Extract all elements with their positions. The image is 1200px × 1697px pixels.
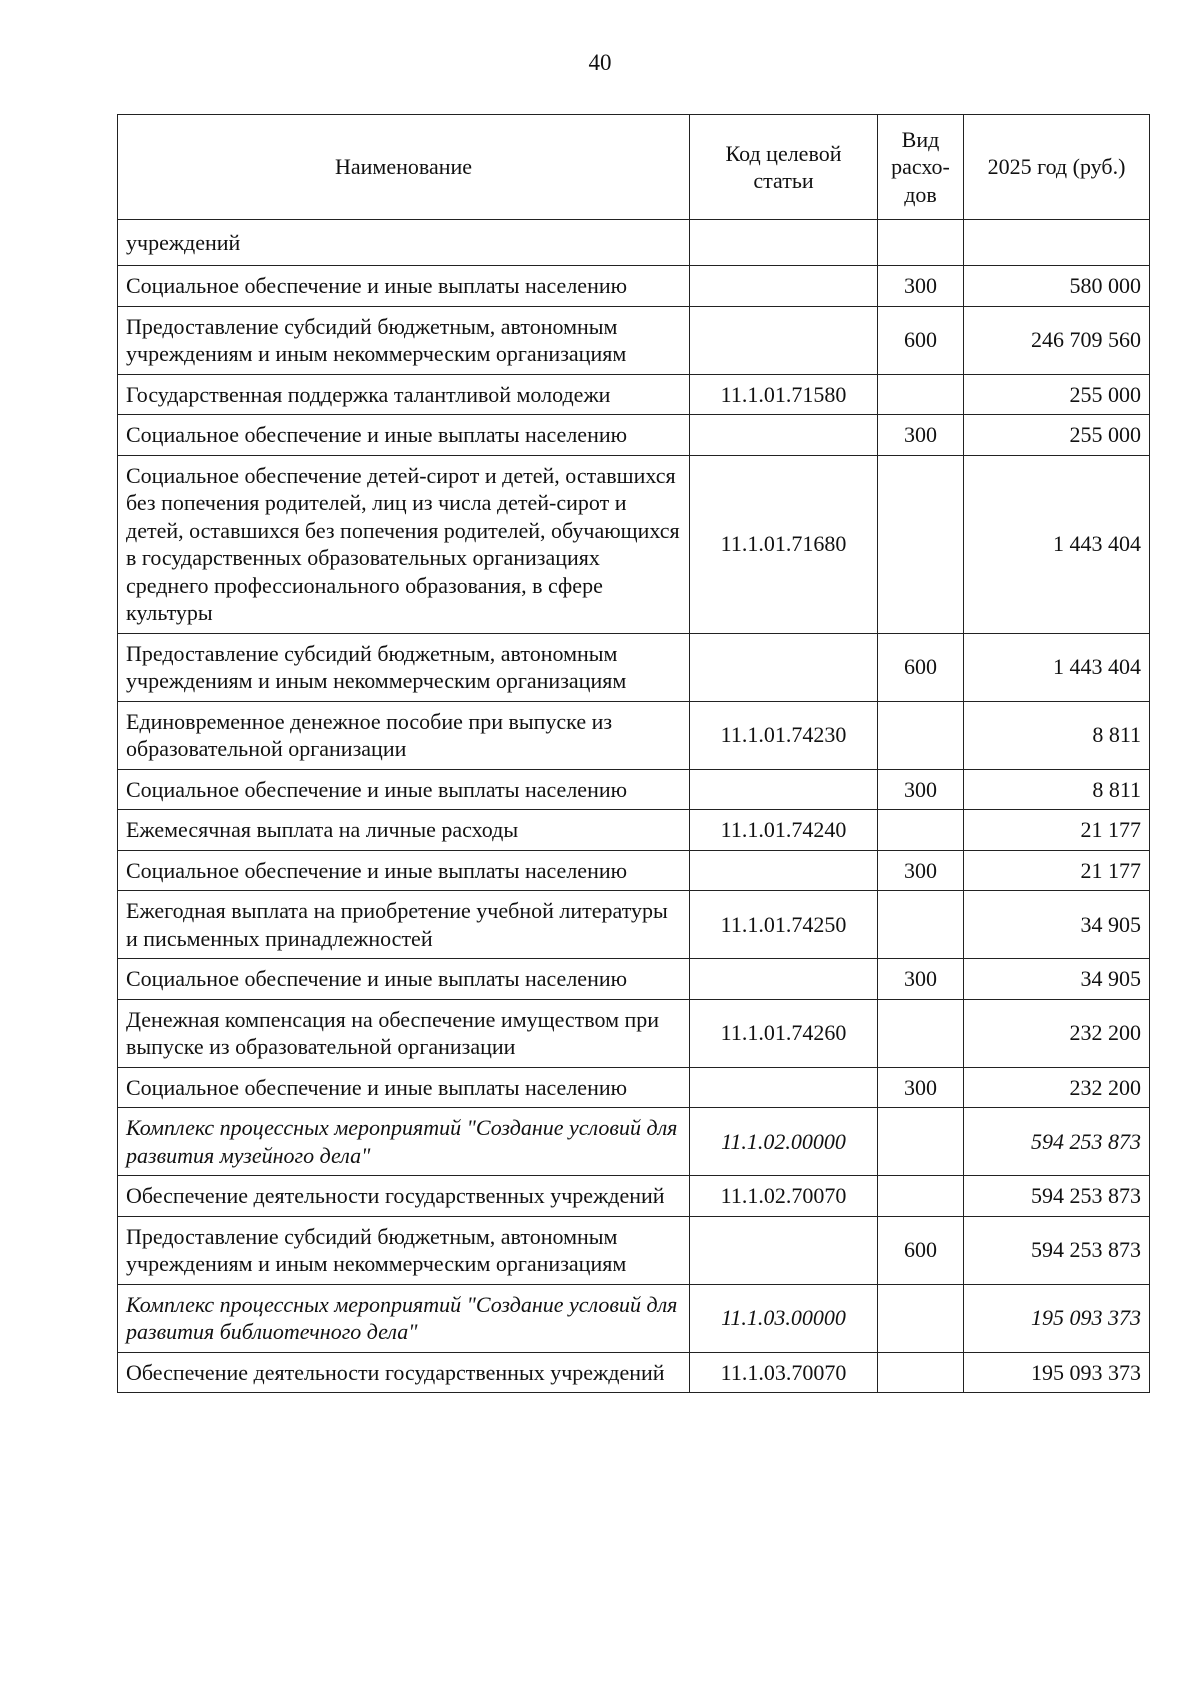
table-row <box>118 959 1150 1000</box>
row-code <box>690 769 878 810</box>
table-row <box>118 999 1150 1067</box>
row-code: 11.1.01.71680 <box>690 455 878 633</box>
budget-table <box>117 114 1150 1393</box>
row-amount: 8 811 <box>964 769 1150 810</box>
row-kind <box>878 374 964 415</box>
row-amount: 21 177 <box>964 810 1150 851</box>
row-name: Социальное обеспечение и иные выплаты населению <box>118 1067 690 1108</box>
row-kind: 300 <box>878 1067 964 1108</box>
table-row <box>118 1108 1150 1176</box>
row-amount: 1 443 404 <box>964 633 1150 701</box>
row-kind <box>878 1284 964 1352</box>
row-name: Предоставление субсидий бюджетным, автономным учреждениям и иным некоммерческим организациям <box>118 306 690 374</box>
row-name: Ежемесячная выплата на личные расходы <box>118 810 690 851</box>
row-kind <box>878 1176 964 1217</box>
row-name: Предоставление субсидий бюджетным, автономным учреждениям и иным некоммерческим организациям <box>118 633 690 701</box>
table-row <box>118 1176 1150 1217</box>
row-kind <box>878 220 964 266</box>
table-row <box>118 1352 1150 1393</box>
row-code <box>690 633 878 701</box>
table-row <box>118 306 1150 374</box>
row-code <box>690 1216 878 1284</box>
row-name: Социальное обеспечение и иные выплаты населению <box>118 415 690 456</box>
row-code: 11.1.01.74230 <box>690 701 878 769</box>
row-amount: 34 905 <box>964 959 1150 1000</box>
row-name: Ежегодная выплата на приобретение учебной литературы и письменных принадлежностей <box>118 891 690 959</box>
row-kind: 300 <box>878 266 964 307</box>
table-row <box>118 701 1150 769</box>
row-name: Комплекс процессных мероприятий "Создание условий для развития музейного дела" <box>118 1108 690 1176</box>
row-kind: 300 <box>878 959 964 1000</box>
table-row <box>118 1067 1150 1108</box>
row-code: 11.1.01.74250 <box>690 891 878 959</box>
row-kind <box>878 1352 964 1393</box>
row-amount: 255 000 <box>964 374 1150 415</box>
row-name: Предоставление субсидий бюджетным, автономным учреждениям и иным некоммерческим организациям <box>118 1216 690 1284</box>
header-name: Наименование <box>118 115 690 220</box>
row-amount: 594 253 873 <box>964 1108 1150 1176</box>
header-code: Код целевой статьи <box>690 115 878 220</box>
row-name: Обеспечение деятельности государственных учреждений <box>118 1352 690 1393</box>
table-row <box>118 415 1150 456</box>
row-amount: 255 000 <box>964 415 1150 456</box>
row-kind: 600 <box>878 633 964 701</box>
row-name: Социальное обеспечение и иные выплаты населению <box>118 959 690 1000</box>
row-kind <box>878 455 964 633</box>
row-amount: 34 905 <box>964 891 1150 959</box>
table-row <box>118 891 1150 959</box>
table-header-row <box>118 115 1150 220</box>
table-row <box>118 850 1150 891</box>
row-amount: 195 093 373 <box>964 1352 1150 1393</box>
row-name: Обеспечение деятельности государственных учреждений <box>118 1176 690 1217</box>
row-kind <box>878 701 964 769</box>
row-code: 11.1.01.74260 <box>690 999 878 1067</box>
table-row <box>118 1284 1150 1352</box>
table-row <box>118 769 1150 810</box>
row-kind <box>878 891 964 959</box>
row-kind <box>878 810 964 851</box>
row-kind: 600 <box>878 306 964 374</box>
row-amount: 580 000 <box>964 266 1150 307</box>
row-code: 11.1.02.70070 <box>690 1176 878 1217</box>
header-kind: Вид расхо-дов <box>878 115 964 220</box>
row-name: Единовременное денежное пособие при выпуске из образовательной организации <box>118 701 690 769</box>
page-number: 40 <box>588 50 612 75</box>
row-code: 11.1.03.70070 <box>690 1352 878 1393</box>
row-kind: 300 <box>878 415 964 456</box>
table-body <box>118 220 1150 1393</box>
row-amount <box>964 220 1150 266</box>
row-code <box>690 306 878 374</box>
row-name: Социальное обеспечение и иные выплаты населению <box>118 769 690 810</box>
row-amount: 1 443 404 <box>964 455 1150 633</box>
row-code <box>690 959 878 1000</box>
row-amount: 594 253 873 <box>964 1216 1150 1284</box>
table-row <box>118 633 1150 701</box>
table-row <box>118 1216 1150 1284</box>
row-code: 11.1.01.74240 <box>690 810 878 851</box>
table-row <box>118 374 1150 415</box>
row-amount: 8 811 <box>964 701 1150 769</box>
table-row <box>118 220 1150 266</box>
row-code: 11.1.02.00000 <box>690 1108 878 1176</box>
row-name: Социальное обеспечение детей-сирот и детей, оставшихся без попечения родителей, лиц из числа детей-сирот и детей, оставшихся без попечения родителей, обучающихся в государственных образовательных организациях среднего профессионального образования, в сфере культуры <box>118 455 690 633</box>
row-name: Комплекс процессных мероприятий "Создание условий для развития библиотечного дела" <box>118 1284 690 1352</box>
row-kind <box>878 1108 964 1176</box>
row-code <box>690 850 878 891</box>
row-name: Денежная компенсация на обеспечение имуществом при выпуске из образовательной организации <box>118 999 690 1067</box>
row-code <box>690 220 878 266</box>
row-amount: 232 200 <box>964 1067 1150 1108</box>
row-amount: 232 200 <box>964 999 1150 1067</box>
header-amount: 2025 год (руб.) <box>964 115 1150 220</box>
row-amount: 246 709 560 <box>964 306 1150 374</box>
row-name: учреждений <box>118 220 690 266</box>
row-name: Социальное обеспечение и иные выплаты населению <box>118 850 690 891</box>
row-name: Социальное обеспечение и иные выплаты населению <box>118 266 690 307</box>
row-kind: 600 <box>878 1216 964 1284</box>
table-row <box>118 455 1150 633</box>
row-name: Государственная поддержка талантливой молодежи <box>118 374 690 415</box>
row-kind: 300 <box>878 769 964 810</box>
row-code: 11.1.01.71580 <box>690 374 878 415</box>
table-row <box>118 266 1150 307</box>
row-code <box>690 266 878 307</box>
row-amount: 195 093 373 <box>964 1284 1150 1352</box>
row-code <box>690 1067 878 1108</box>
row-code: 11.1.03.00000 <box>690 1284 878 1352</box>
row-kind: 300 <box>878 850 964 891</box>
table-row <box>118 810 1150 851</box>
row-kind <box>878 999 964 1067</box>
row-amount: 594 253 873 <box>964 1176 1150 1217</box>
row-code <box>690 415 878 456</box>
row-amount: 21 177 <box>964 850 1150 891</box>
